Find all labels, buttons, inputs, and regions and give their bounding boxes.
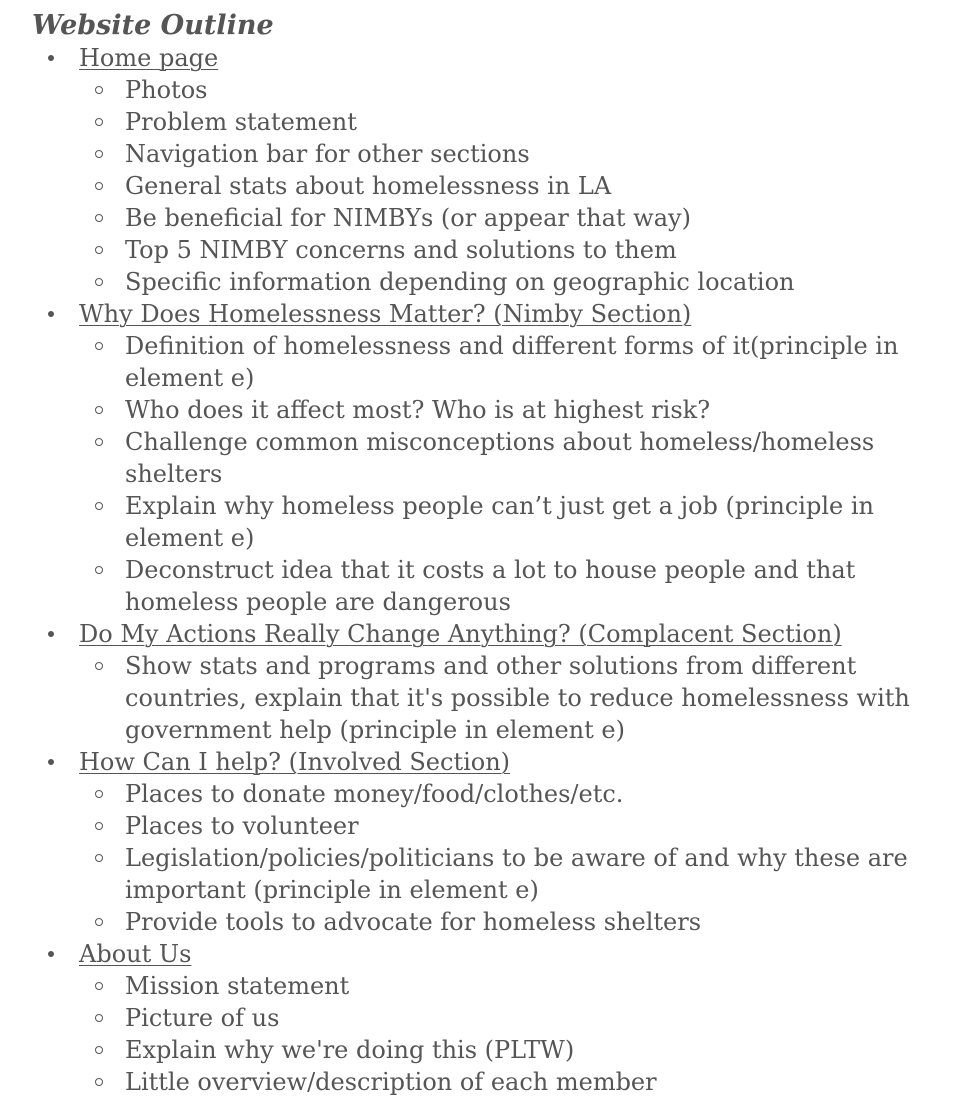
hollow-bullet-icon bbox=[95, 854, 103, 862]
list-item-text: Problem statement bbox=[125, 108, 357, 136]
list-item bbox=[79, 650, 952, 746]
list-item-text: Explain why we're doing this (PLTW) bbox=[125, 1036, 575, 1064]
hollow-bullet-icon bbox=[95, 790, 103, 798]
outline-list bbox=[32, 42, 952, 1098]
list-item-text: General stats about homelessness in LA bbox=[125, 172, 612, 200]
hollow-bullet-icon bbox=[95, 214, 103, 222]
outline-section bbox=[32, 298, 952, 618]
section-link-home-page[interactable]: Home page bbox=[79, 44, 219, 72]
list-item-text: Places to volunteer bbox=[125, 812, 359, 840]
list-item-text: Who does it affect most? Who is at highest risk? bbox=[125, 396, 711, 424]
document-title: Website Outline bbox=[32, 10, 274, 41]
list-item-text: Provide tools to advocate for homeless shelters bbox=[125, 908, 702, 936]
hollow-bullet-icon bbox=[95, 1078, 103, 1086]
hollow-bullet-icon bbox=[95, 118, 103, 126]
list-item-text: Mission statement bbox=[125, 972, 350, 1000]
list-item bbox=[79, 1034, 952, 1066]
list-item bbox=[79, 202, 952, 234]
outline-section bbox=[32, 938, 952, 1098]
list-item bbox=[79, 170, 952, 202]
bullet-icon bbox=[48, 311, 54, 317]
hollow-bullet-icon bbox=[95, 278, 103, 286]
list-item bbox=[79, 426, 952, 490]
outline-section bbox=[32, 618, 952, 746]
list-item bbox=[79, 74, 952, 106]
hollow-bullet-icon bbox=[95, 502, 103, 510]
section-link-involved[interactable]: How Can I help? (Involved Section) bbox=[79, 748, 511, 776]
hollow-bullet-icon bbox=[95, 86, 103, 94]
list-item-text: Deconstruct idea that it costs a lot to house people and that homeless people are dangerous bbox=[125, 556, 856, 616]
bullet-icon bbox=[48, 55, 54, 61]
list-item bbox=[79, 234, 952, 266]
list-item-text: Definition of homelessness and different forms of it(principle in element e) bbox=[125, 332, 899, 392]
list-item-text: Top 5 NIMBY concerns and solutions to them bbox=[125, 236, 677, 264]
list-item bbox=[79, 906, 952, 938]
list-item bbox=[79, 266, 952, 298]
section-link-about-us[interactable]: About Us bbox=[79, 940, 192, 968]
list-item bbox=[79, 1066, 952, 1098]
list-item bbox=[79, 490, 952, 554]
hollow-bullet-icon bbox=[95, 182, 103, 190]
list-item bbox=[79, 842, 952, 906]
list-item-text: Specific information depending on geographic location bbox=[125, 268, 795, 296]
list-item-text: Challenge common misconceptions about homeless/homeless shelters bbox=[125, 428, 875, 488]
hollow-bullet-icon bbox=[95, 246, 103, 254]
hollow-bullet-icon bbox=[95, 822, 103, 830]
hollow-bullet-icon bbox=[95, 438, 103, 446]
sub-list bbox=[79, 970, 952, 1098]
sub-list bbox=[79, 778, 952, 938]
list-item bbox=[79, 138, 952, 170]
list-item bbox=[79, 1002, 952, 1034]
outline-section bbox=[32, 42, 952, 298]
list-item bbox=[79, 778, 952, 810]
list-item bbox=[79, 394, 952, 426]
list-item-text: Navigation bar for other sections bbox=[125, 140, 530, 168]
hollow-bullet-icon bbox=[95, 918, 103, 926]
list-item-text: Explain why homeless people can’t just get a job (principle in element e) bbox=[125, 492, 874, 552]
bullet-icon bbox=[48, 631, 54, 637]
list-item bbox=[79, 810, 952, 842]
sub-list bbox=[79, 330, 952, 618]
sub-list bbox=[79, 650, 952, 746]
list-item-text: Little overview/description of each member bbox=[125, 1068, 657, 1096]
hollow-bullet-icon bbox=[95, 662, 103, 670]
outline-section bbox=[32, 746, 952, 938]
list-item-text: Legislation/policies/politicians to be aware of and why these are important (principle in element e) bbox=[125, 844, 908, 904]
list-item-text: Picture of us bbox=[125, 1004, 280, 1032]
hollow-bullet-icon bbox=[95, 406, 103, 414]
hollow-bullet-icon bbox=[95, 1014, 103, 1022]
list-item-text: Places to donate money/food/clothes/etc. bbox=[125, 780, 624, 808]
sub-list bbox=[79, 74, 952, 298]
hollow-bullet-icon bbox=[95, 982, 103, 990]
list-item bbox=[79, 554, 952, 618]
hollow-bullet-icon bbox=[95, 1046, 103, 1054]
hollow-bullet-icon bbox=[95, 566, 103, 574]
list-item-text: Show stats and programs and other solutions from different countries, explain that it's possible to reduce homelessness with government help (principle in element e) bbox=[125, 652, 910, 744]
bullet-icon bbox=[48, 759, 54, 765]
list-item-text: Photos bbox=[125, 76, 208, 104]
section-link-complacent[interactable]: Do My Actions Really Change Anything? (Complacent Section) bbox=[79, 620, 842, 648]
hollow-bullet-icon bbox=[95, 342, 103, 350]
bullet-icon bbox=[48, 951, 54, 957]
section-link-nimby[interactable]: Why Does Homelessness Matter? (Nimby Section) bbox=[79, 300, 692, 328]
list-item bbox=[79, 970, 952, 1002]
list-item-text: Be beneficial for NIMBYs (or appear that way) bbox=[125, 204, 691, 232]
list-item bbox=[79, 106, 952, 138]
hollow-bullet-icon bbox=[95, 150, 103, 158]
list-item bbox=[79, 330, 952, 394]
